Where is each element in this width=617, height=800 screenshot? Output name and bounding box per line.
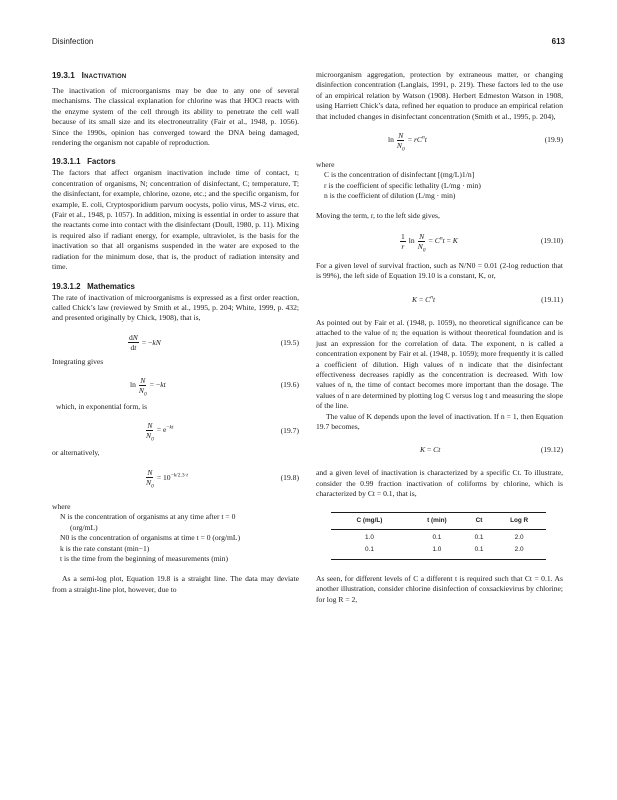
text-moving: Moving the term, r, to the left side gives, [316, 210, 440, 220]
paragraph-survival-fraction: For a given level of survival fraction, such as N/N0 = 0.01 (2-log reduction that is 99%), the left side of Equation 19.10 is a constant, K, or, [316, 261, 563, 281]
page-number: 613 [551, 37, 565, 46]
subsection-heading-mathematics [52, 281, 299, 292]
equation-number: (19.12) [540, 445, 563, 455]
table-header-cell: C (mg/L) [331, 512, 408, 529]
subsection-title: Mathematics [87, 281, 135, 291]
ct-table [331, 512, 546, 560]
table-cell: 2.0 [514, 533, 524, 541]
section-number: 19.3.1 [52, 71, 75, 80]
right-column [316, 70, 563, 605]
paragraph-mathematics: The rate of inactivation of microorganisms is expressed as a first order reaction, called Chick’s law (reviewed by Smith et al., 1995, p. 204; White, 1999, p. 432; and presented originally by Chick, 1908), that is, [52, 292, 299, 323]
table-header-row [331, 512, 546, 529]
equation-19-9: ln $\frac{N}{N_0}$ = $rC^nt$ (19.9) [388, 130, 563, 153]
equation-number: (19.11) [541, 294, 563, 304]
definition-C: C is the concentration of disinfectant [(mg/L)1/n] [324, 170, 475, 180]
table-cell: 0.1 [432, 533, 442, 541]
definition-N0: N0 is the concentration of organisms at time t = 0 (org/mL) [60, 533, 241, 543]
table-header-cell: Log R [492, 512, 546, 529]
paragraph-theoretical-significance: As pointed out by Fair et al. (1948, p. 1059), no theoretical significance can be attached to the value of n; the equation is without theoretical foundation and is just an expression for the correlation of data. The exponent, n is called a concentration exponent by Fair et al. (1948, p. 1059); more frequently it is called a coefficient of dilution. High values of n indicate that the disinfectant effectiveness decreases rapidly as the concentration is decreased. With low values of n, the time of contact becomes more important than the dosage. The values of n are determined by plotting log C versus log t and measuring the slope of the line. [316, 317, 563, 411]
equation-19-11: $K = C^nt$ (19.11) [412, 294, 563, 304]
equation-19-6: ln $\frac{N}{N_0}$ = −kt (19.6) [130, 375, 299, 398]
subsection-number: 19.3.1.1 [52, 157, 81, 167]
definition-r: r is the coefficient of specific lethality (L/mg · min) [324, 180, 481, 190]
running-header [52, 37, 565, 49]
table-header-cell: t (min) [408, 512, 466, 529]
subsection-title: Factors [87, 157, 116, 167]
equation-number: (19.6) [280, 380, 299, 390]
table-cell: 0.1 [466, 544, 492, 559]
text-exponential: which, in exponential form, is [56, 402, 148, 412]
text-integrating: Integrating gives [52, 356, 104, 366]
running-title: Disinfection [52, 37, 94, 46]
equation-19-12: K = Ct (19.12) [420, 445, 563, 455]
equation-number: (19.10) [540, 236, 563, 246]
definition-N-units: (org/mL) [70, 522, 98, 532]
equation-19-7: $\frac{N}{N_0}$ = $e^{-kt}$ (19.7) [146, 421, 299, 443]
table-cell: 1.0 [365, 533, 374, 541]
definitions-list [316, 170, 563, 201]
section-heading-inactivation [52, 70, 299, 81]
table-row [331, 544, 546, 559]
definition-k: k is the rate constant (min−1) [60, 543, 150, 553]
left-column [52, 70, 299, 595]
text-where: where [316, 160, 335, 170]
paragraph-coxsackievirus: As seen, for different levels of C a different t is required such that Ct = 0.1. As another illustration, consider chlorine disinfection of coxsackievirus by chlorine; for log R = 2, [316, 573, 563, 604]
paragraph-value-of-K: The value of K depends upon the level of inactivation. If n = 1, then Equation 19.7 becomes, [316, 411, 563, 431]
paragraph-specific-ct: and a given level of inactivation is characterized by a specific Ct. To illustrate, consider the 0.99 fraction inactivation of coliforms by chlorine, which is characterized by Ct = 0.1, that is, [316, 468, 563, 499]
paragraph-inactivation: The inactivation of microorganisms may be due to any one of several mechanisms. The classical explanation for chlorine was that HOCl reacts with the enzyme system of the cell through its ability to penetrate the cell wall because of its small size and its electroneutrality (Fair et al., 1948, p. 1056). Since the 1990s, opinion has converged toward the DNA being damaged, rendering the organism not capable of reproduction. [52, 86, 299, 148]
definition-t: t is the time from the beginning of measurements (min) [60, 553, 229, 563]
equation-number: (19.8) [280, 472, 299, 482]
paragraph-factors: The factors that affect organism inactivation include time of contact, t; concentration of organisms, N; concentration of disinfectant, C; temperature, T; the disinfectant, for example, chlorine, ozone, etc.; and the specific organism, for example, E. coli, Cryptosporidium parvum oocysts, polio virus, MS-2 virus, etc. (Fair et al., 1948, p. 1057). In addition, mixing is essential in order to assure that the reactants come into contact with the disinfectant (Doull, 1980, p. 11). Mixing is required also if radiant energy, for example, ultraviolet, is the basis for the inactivation so that all organisms suspended in the water are exposed to the radiation for the minimum dose, that is, the product of radiation intensity and time. [52, 168, 299, 272]
text-where: where [52, 501, 71, 511]
table-cell: 2.0 [492, 544, 546, 559]
paragraph-watson: microorganism aggregation, protection by extraneous matter, or changing disinfection concentration (Langlais, 1991, p. 219). These factors led to the use of an empirical relation by Watson (1908). Herbert Edmeston Watson in 1908, using Harriett Chick’s data, refined her equation to produce an empirical relation that included changes in disinfectant concentration (Smith et al., 1995, p. 204), [316, 70, 563, 121]
equation-19-10: $\frac{1}{r}$ ln $\frac{N}{N_0}$ = $C^nt = K$ (19.10) [401, 231, 563, 254]
subsection-heading-factors [52, 156, 299, 167]
table-cell: 0.1 [474, 533, 484, 541]
definition-N: N is the concentration of organisms at any time after t = 0 [60, 512, 236, 522]
equation-number: (19.9) [544, 135, 563, 145]
text-alternatively: or alternatively, [52, 447, 100, 457]
equation-number: (19.7) [280, 425, 299, 435]
table-header-cell: Ct [466, 512, 492, 529]
equation-number: (19.5) [280, 337, 299, 347]
definition-n: n is the coefficient of dilution (L/mg · min) [324, 191, 456, 201]
paragraph-semi-log: As a semi-log plot, Equation 19.8 is a straight line. The data may deviate from a straight-line plot, however, due to [52, 574, 299, 594]
table-cell: 0.1 [331, 544, 408, 559]
definitions-list [52, 512, 299, 564]
subsection-number: 19.3.1.2 [52, 281, 81, 291]
section-title: Inactivation [81, 71, 127, 80]
table-cell: 1.0 [408, 544, 466, 559]
equation-19-5: $\frac{dN}{dt}$ = −kN (19.5) [129, 333, 299, 353]
table-row [331, 529, 546, 544]
equation-19-8: $\frac{N}{N_0}$ = $10^{-k/2.3\cdot t}$ (19.8) [146, 468, 299, 490]
